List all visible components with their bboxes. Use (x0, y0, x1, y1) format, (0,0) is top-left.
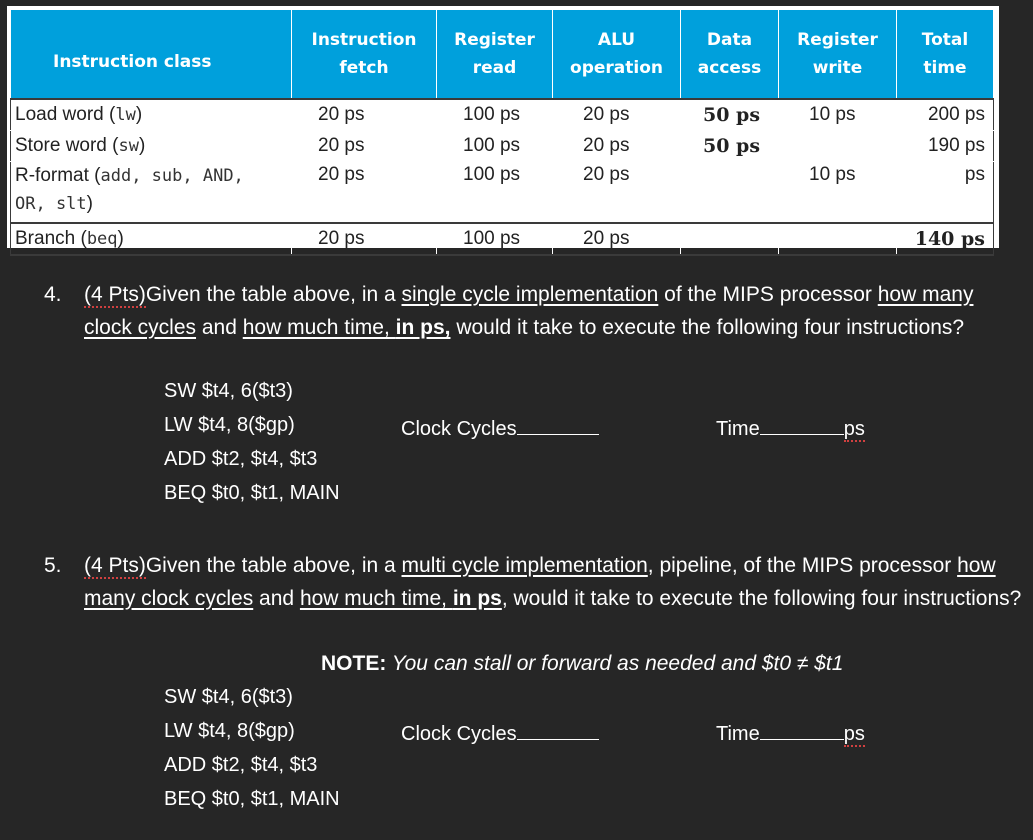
row-class-label: R-format (add, sub, AND, OR, slt) (11, 162, 292, 224)
clock-cycles-blank[interactable] (517, 721, 599, 740)
timing-table-image (7, 6, 999, 248)
cell-data (681, 162, 779, 224)
question-5-note: NOTE: You can stall or forward as needed and $t0 ≠ $t1 (321, 652, 844, 675)
table-header-row (11, 10, 994, 100)
row-class-label: Store word (sw) (11, 131, 292, 162)
code-line: BEQ $t0, $t1, MAIN (164, 482, 340, 504)
code-line: LW $t4, 8($gp) (164, 414, 295, 436)
header-instruction-class: Instruction class (11, 10, 292, 100)
header-register-read: Register read (437, 10, 553, 100)
cell-data: 50 ps (681, 99, 779, 131)
cell-write (779, 223, 897, 255)
question-4-code (164, 374, 340, 510)
question-5-code (164, 680, 340, 816)
cell-fetch: 20 ps (292, 162, 437, 224)
q5-time-field[interactable] (716, 721, 865, 746)
row-class-label: Branch (beq) (11, 223, 292, 255)
cell-read: 100 ps (437, 223, 553, 255)
cell-total: 190 ps (897, 131, 994, 162)
question-number: 5. (44, 554, 62, 577)
header-data-access: Data access (681, 10, 779, 100)
header-instruction-fetch: Instruction fetch (292, 10, 437, 100)
cell-read: 100 ps (437, 162, 553, 224)
cell-fetch: 20 ps (292, 131, 437, 162)
cell-data: 50 ps (681, 131, 779, 162)
time-blank[interactable] (760, 721, 844, 740)
unit-label: ps (843, 723, 865, 745)
cell-total: ps (897, 162, 994, 224)
time-label: Time (716, 418, 760, 440)
code-line: ADD $t2, $t4, $t3 (164, 754, 318, 776)
cell-total: 200 ps (897, 99, 994, 131)
points-label: (4 Pts) (84, 283, 146, 306)
timing-table (10, 9, 994, 256)
row-class-label: Load word (lw) (11, 99, 292, 131)
cell-total: 140 ps (897, 223, 994, 255)
header-alu-operation: ALU operation (553, 10, 681, 100)
cell-alu: 20 ps (553, 99, 681, 131)
q4-time-field[interactable] (716, 416, 865, 441)
q5-clock-cycles-field[interactable] (401, 721, 599, 746)
cell-fetch: 20 ps (292, 223, 437, 255)
clock-cycles-label: Clock Cycles (401, 418, 517, 440)
unit-label: ps (843, 418, 865, 440)
question-number: 4. (44, 283, 62, 306)
cell-read: 100 ps (437, 131, 553, 162)
cell-read: 100 ps (437, 99, 553, 131)
code-line: SW $t4, 6($t3) (164, 686, 293, 708)
clock-cycles-label: Clock Cycles (401, 723, 517, 745)
cell-alu: 20 ps (553, 131, 681, 162)
code-line: BEQ $t0, $t1, MAIN (164, 788, 340, 810)
question-5-text: (4 Pts)Given the table above, in a multi cycle implementation, pipeline, of the MIPS processor how many clock cycles and how much time, in ps, would it take to execute the following four instructions? (84, 554, 1022, 610)
cell-alu: 20 ps (553, 162, 681, 224)
cell-write: 10 ps (779, 162, 897, 224)
header-total-time: Total time (897, 10, 994, 100)
code-line: ADD $t2, $t4, $t3 (164, 448, 318, 470)
cell-data (681, 223, 779, 255)
question-4-text: (4 Pts)Given the table above, in a single cycle implementation of the MIPS processor how many clock cycles and how much time, in ps, would it take to execute the following four instructions? (84, 283, 974, 339)
cell-fetch: 20 ps (292, 99, 437, 131)
clock-cycles-blank[interactable] (517, 416, 599, 435)
table-row (11, 162, 994, 224)
table-row (11, 223, 994, 255)
q4-clock-cycles-field[interactable] (401, 416, 599, 441)
cell-write: 10 ps (779, 99, 897, 131)
table-row (11, 99, 994, 131)
code-line: LW $t4, 8($gp) (164, 720, 295, 742)
time-label: Time (716, 723, 760, 745)
time-blank[interactable] (760, 416, 844, 435)
cell-alu: 20 ps (553, 223, 681, 255)
points-label: (4 Pts) (84, 554, 146, 577)
table-row (11, 131, 994, 162)
cell-write (779, 131, 897, 162)
header-register-write: Register write (779, 10, 897, 100)
code-line: SW $t4, 6($t3) (164, 380, 293, 402)
